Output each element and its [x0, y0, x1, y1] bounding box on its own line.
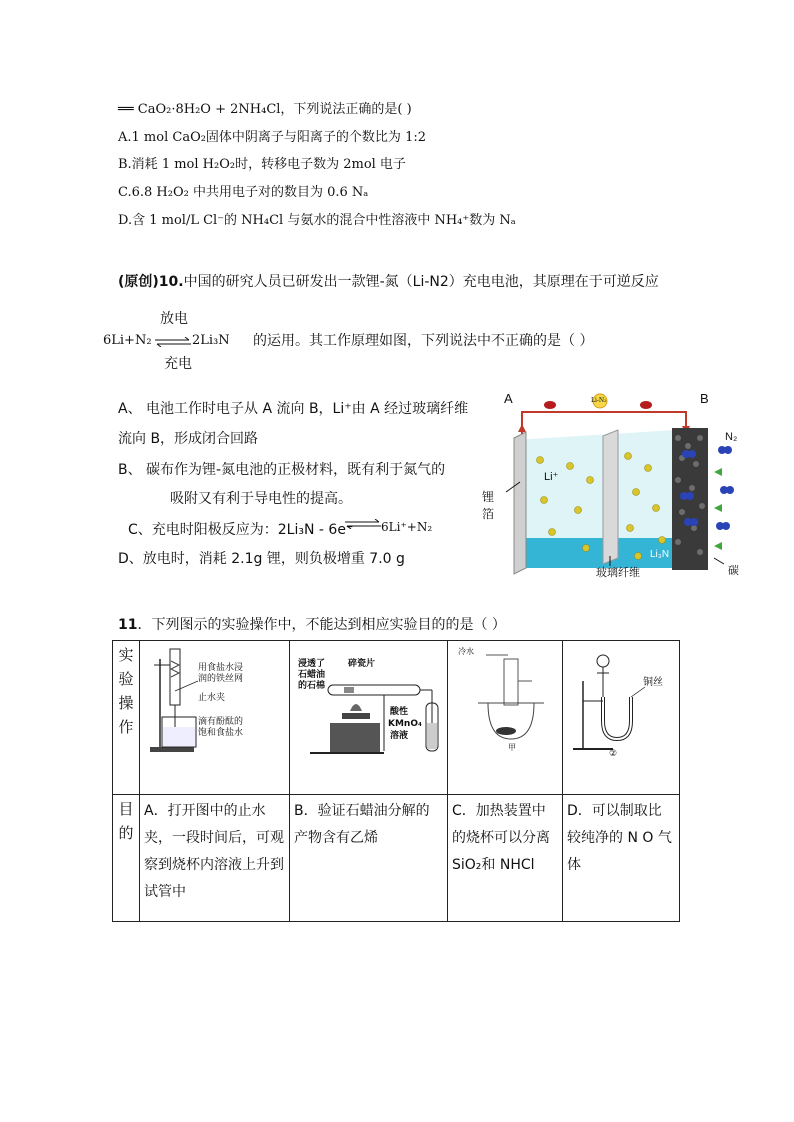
- img1-label-1: 用食盐水浸: [198, 663, 244, 673]
- apparatus-image-2: [290, 641, 448, 795]
- q11-stem: [118, 616, 506, 634]
- figure-label-b: B: [700, 391, 709, 406]
- figure-label-glass-fiber: 玻璃纤维: [596, 566, 640, 579]
- q10-stem: [118, 273, 659, 291]
- q11-number: 11: [118, 617, 138, 633]
- eq-left-side: 6Li+N₂: [103, 333, 152, 348]
- q11-table: [112, 640, 680, 922]
- q10-stem-continued: 的运用。其工作原理如图，下列说法中不正确的是（ ）: [253, 333, 594, 349]
- img3-label-2: 甲: [508, 743, 516, 752]
- row-header-operation: [113, 641, 140, 795]
- img4-label-1: 铜丝: [643, 677, 663, 688]
- figure-label-foil-2: 箔: [482, 507, 495, 521]
- eq-top-label: 放电: [160, 311, 188, 327]
- q9-option-d: D.含 1 mol/L Cl⁻的 NH₄Cl 与氨水的混合中性溶液中 NH₄⁺数为 Nₐ: [118, 213, 516, 228]
- table-row-purpose: [113, 795, 680, 922]
- eq-bottom-label: 充电: [164, 356, 192, 372]
- purpose-cell-b: [290, 795, 448, 922]
- row-header-operation-text: 实验操作: [118, 646, 134, 736]
- img2-label-1: 浸透了: [298, 659, 326, 669]
- purpose-d-text: D．可以制取比较纯净的 N O 气体: [567, 803, 672, 873]
- battery-diagram: [478, 388, 748, 580]
- figure-label-a: A: [504, 391, 513, 406]
- purpose-a-text: A．打开图中的止水夹，一段时间后，可观察到烧杯内溶液上升到试管中: [144, 803, 284, 900]
- q9-equation-line: ══ CaO₂·8H₂O + 2NH₄Cl，下列说法正确的是( ): [118, 102, 412, 117]
- q10-option-c-products: 6Li⁺+N₂: [381, 520, 433, 534]
- img1-label-4: 滴有酚酞的: [198, 717, 244, 727]
- q10-option-a-line2: 流向 B，形成闭合回路: [118, 431, 259, 447]
- q11-stem-text: ．下列图示的实验操作中，不能达到相应实验目的的是（ ）: [137, 617, 506, 633]
- eq-right-side: 2Li₃N: [192, 333, 230, 348]
- purpose-c-text: C．加热装置中的烧杯可以分离 SiO₂和 NHCl: [452, 803, 550, 873]
- row-header-purpose-text: 目的: [118, 800, 134, 842]
- figure-label-n2: N₂: [725, 431, 738, 443]
- q9-option-b: B.消耗 1 mol H₂O₂时，转移电子数为 2mol 电子: [118, 157, 406, 172]
- apparatus-image-4: [563, 641, 680, 795]
- purpose-cell-a: [140, 795, 290, 922]
- q10-option-c: [128, 521, 353, 539]
- table-row-operation: [113, 641, 680, 795]
- img1-label-2: 润的铁丝网: [198, 674, 244, 684]
- figure-label-li3n: Li₃N: [650, 549, 670, 560]
- row-header-purpose: [113, 795, 140, 922]
- img2-label-6: KMnO₄: [388, 719, 422, 729]
- purpose-cell-d: [563, 795, 680, 922]
- img2-label-7: 溶液: [390, 731, 409, 741]
- q10-number: 10.: [158, 274, 184, 290]
- q10-prefix: (原创): [118, 274, 159, 290]
- q10-stem-text: 中国的研究人员已研发出一款锂-氮（Li-N2）充电电池，其原理在于可逆反应: [183, 274, 659, 290]
- img2-label-2: 石蜡油: [298, 670, 326, 680]
- figure-label-li-n2: Li-N₂: [591, 397, 607, 404]
- q9-option-c: C.6.8 H₂O₂ 中共用电子对的数目为 0.6 Nₐ: [118, 185, 369, 200]
- option-c-reversible-arrow: [345, 518, 381, 533]
- img2-label-4: 碎瓷片: [348, 659, 376, 669]
- q10-option-c-text: C、充电时阳极反应为：2Li₃N - 6e⁻: [128, 522, 354, 538]
- img3-label-1: 冷水: [458, 647, 474, 656]
- figure-label-foil-1: 锂: [482, 490, 495, 504]
- q10-option-b-line2: 吸附又有利于导电性的提高。: [170, 491, 352, 507]
- img2-label-3: 的石棉: [298, 681, 326, 691]
- q9-option-a: A.1 mol CaO₂固体中阴离子与阳离子的个数比为 1:2: [118, 130, 426, 145]
- apparatus-image-3: [448, 641, 563, 795]
- eq-reversible-arrow: [155, 336, 191, 351]
- figure-label-li-ion: Li⁺: [544, 471, 559, 483]
- q10-option-d: D、放电时，消耗 2.1g 锂，则负极增重 7.0 g: [118, 551, 405, 567]
- img1-label-3: 止水夹: [198, 693, 226, 703]
- purpose-cell-c: [448, 795, 563, 922]
- img1-label-5: 饱和食盐水: [198, 728, 244, 738]
- img2-label-5: 酸性: [390, 707, 409, 717]
- purpose-b-text: B．验证石蜡油分解的产物含有乙烯: [294, 803, 430, 846]
- q10-option-a-line1: A、 电池工作时电子从 A 流向 B，Li⁺由 A 经过玻璃纤维: [118, 401, 469, 417]
- q10-option-b-line1: B、 碳布作为锂-氮电池的正极材料，既有利于氮气的: [118, 462, 446, 478]
- apparatus-image-1: [140, 641, 290, 795]
- figure-label-carbon: 碳: [728, 564, 739, 577]
- img4-label-2: ②: [609, 749, 618, 759]
